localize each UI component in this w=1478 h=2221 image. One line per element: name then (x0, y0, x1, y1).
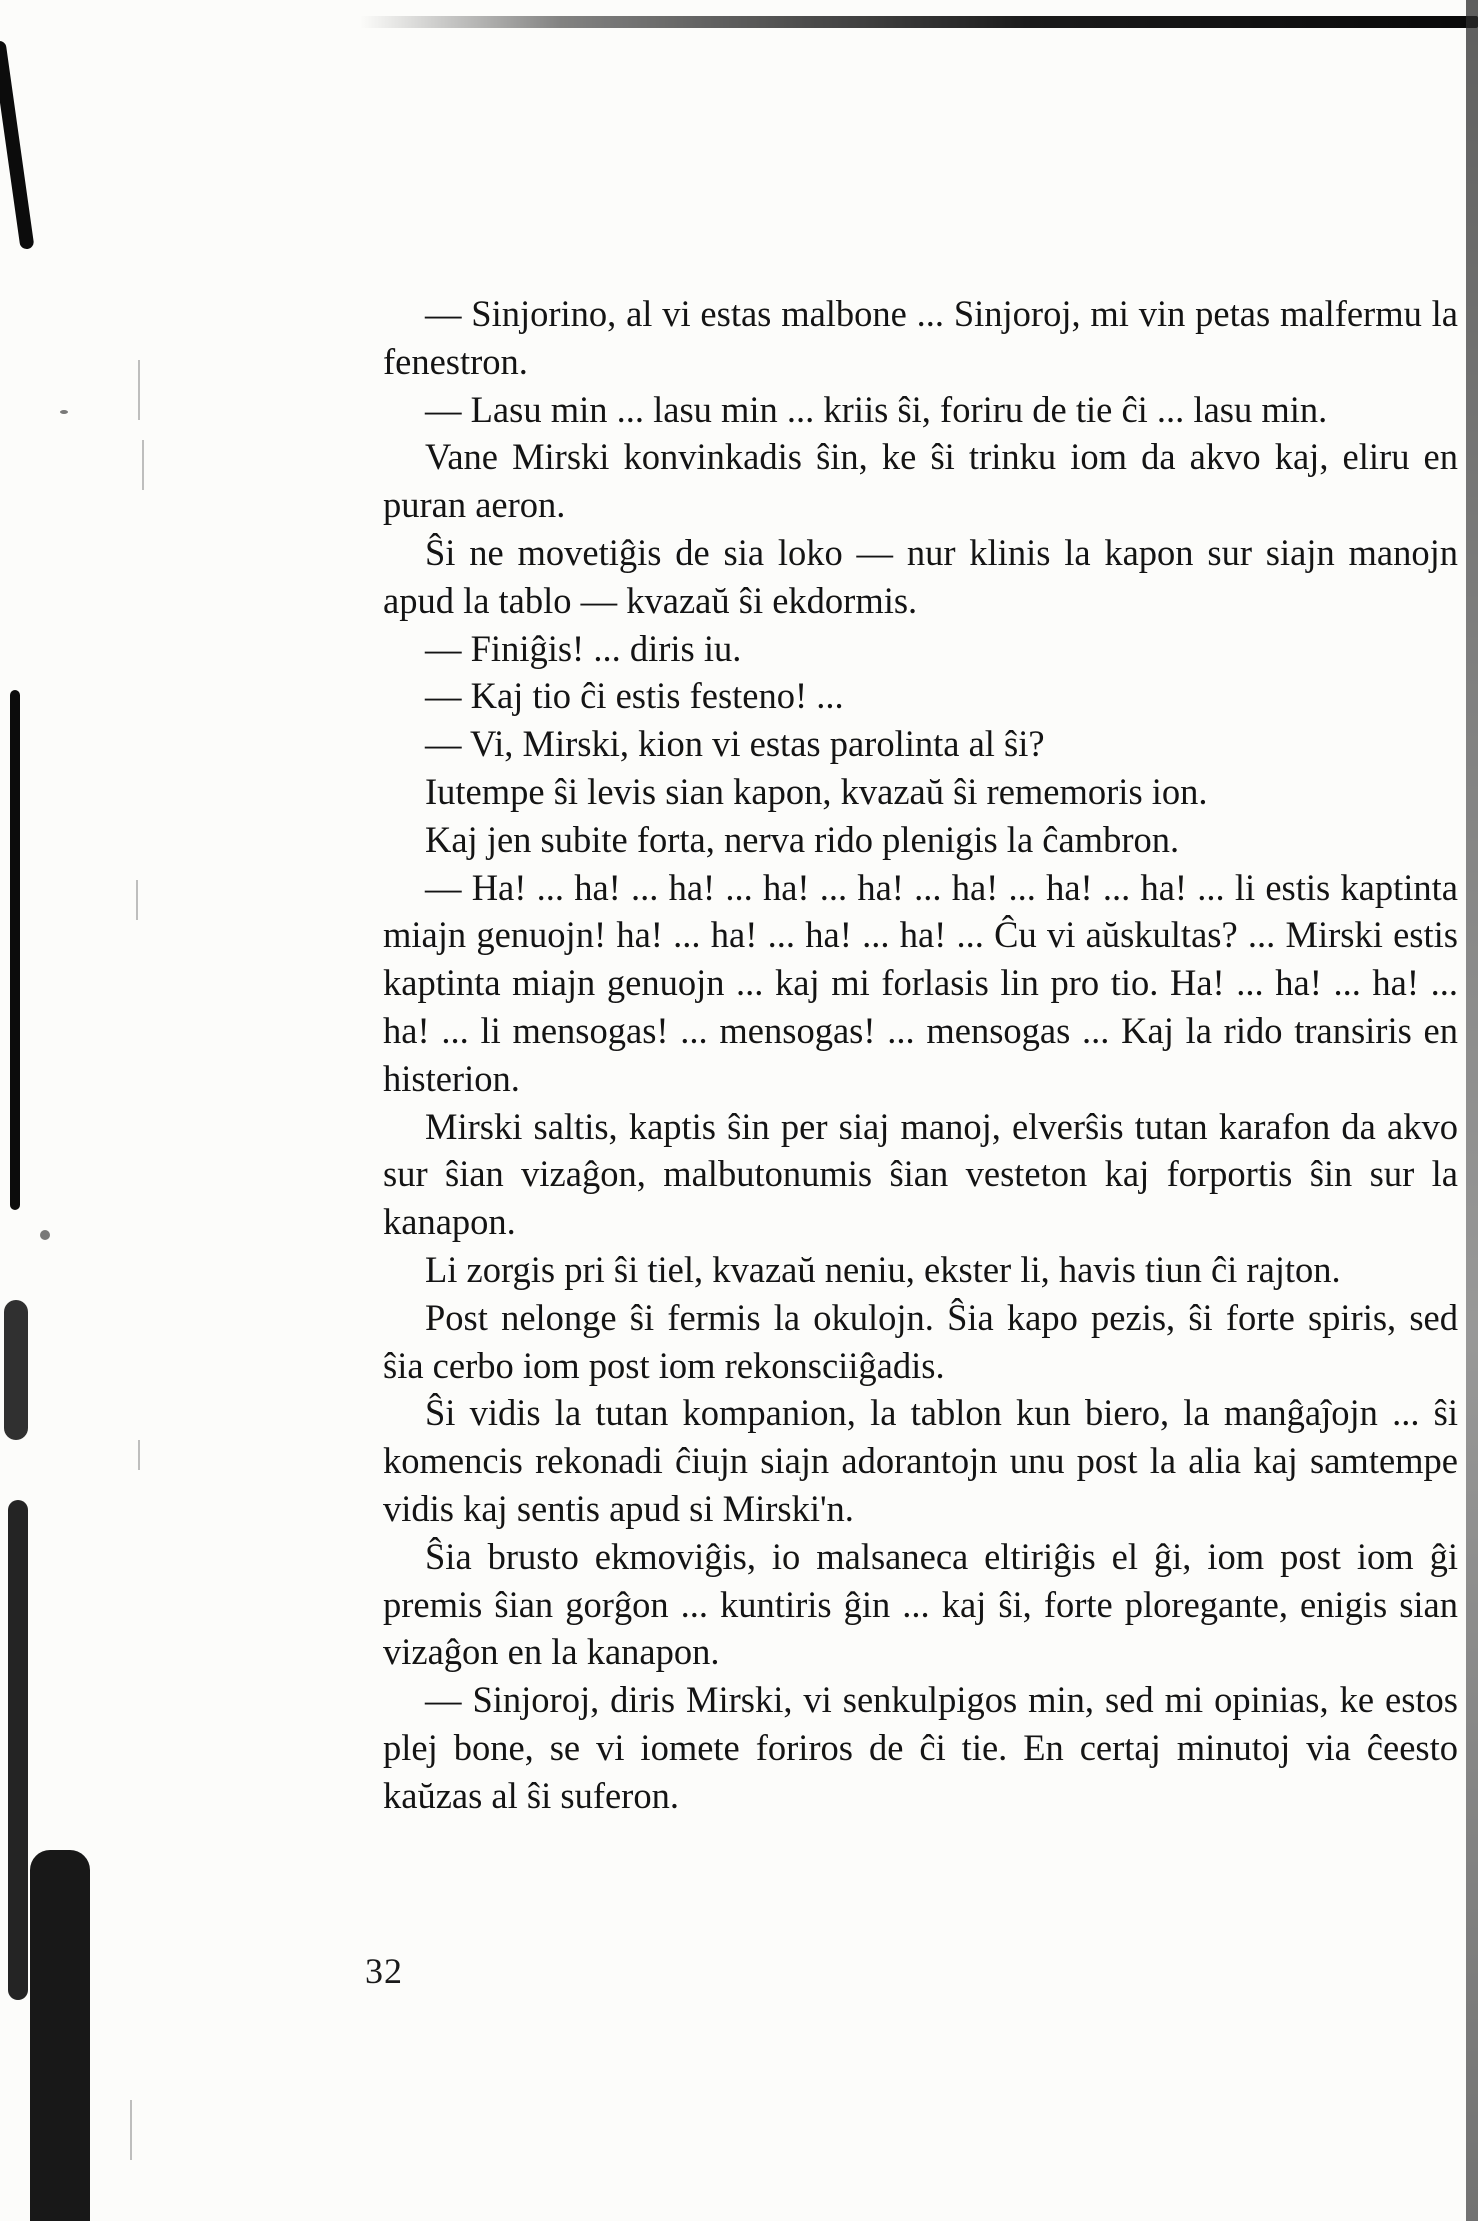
scan-top-edge (360, 16, 1478, 28)
scan-dash (142, 440, 144, 490)
paragraph: — Kaj tio ĉi estis festeno! ... (425, 675, 844, 717)
scan-dash (138, 1440, 140, 1470)
page-number: 32 (365, 1951, 403, 1991)
scan-speck (60, 410, 68, 414)
paragraph: Iutempe ŝi levis sian kapon, kvazaŭ ŝi rememoris ion. (425, 770, 1208, 812)
scan-spine-mark (8, 1500, 28, 2000)
paragraph: — Ha! ... ha! ... ha! ... ha! ... ha! ... ha! ... ha! ... ha! ... li estis kaptinta miajn genuojn! ha! ... ha! ... ha! ... ha! ... Ĉu vi aŭskultas? ... Mirski estis kaptinta miajn genuojn ... kaj mi forlasis lin pro tio. Ha! ... ha! ... ha! ... ha! ... li mensogas! ... mensogas! ... mensogas ... Kaj la rido transiris en histerion. (383, 866, 1458, 1099)
scan-spine-mark (4, 1300, 28, 1440)
paragraph: — Lasu min ... lasu min ... kriis ŝi, foriru de tie ĉi ... lasu min. (425, 388, 1328, 430)
scan-dash (136, 880, 138, 920)
scan-dash (138, 360, 140, 420)
paragraph: Vane Mirski konvinkadis ŝin, ke ŝi trinku iom da akvo kaj, eliru en puran aeron. (383, 436, 1458, 526)
paragraph: Li zorgis pri ŝi tiel, kvazaŭ neniu, ekster li, havis tiun ĉi rajton. (425, 1248, 1341, 1290)
body-text (383, 290, 1458, 1820)
scan-speck (40, 1230, 50, 1240)
paragraph: — Vi, Mirski, kion vi estas parolinta al ŝi? (425, 723, 1045, 765)
paragraph: Ŝi ne movetiĝis de sia loko — nur klinis la kapon sur siajn manojn apud la tablo — kvazaŭ ŝi ekdormis. (383, 531, 1458, 621)
paragraph: Ŝi vidis la tutan kompanion, la tablon kun biero, la manĝaĵojn ... ŝi komencis rekonadi ĉiujn siajn adorantojn unu post la alia kaj samtempe vidis kaj sentis apud si Mirski'n. (383, 1392, 1458, 1529)
paragraph: Ŝia brusto ekmoviĝis, io malsaneca eltiriĝis el ĝi, iom post iom ĝi premis ŝian gorĝon ... kuntiris ĝin ... kaj ŝi, forte ploregante, enigis sian vizaĝon en la kanapon. (383, 1535, 1458, 1673)
scan-dash (130, 2100, 132, 2160)
scan-spine-mark (30, 1850, 90, 2221)
scan-spine-mark (10, 690, 20, 1210)
scan-spine-mark (0, 40, 35, 250)
paragraph: Kaj jen subite forta, nerva rido plenigis la ĉambron. (425, 818, 1180, 860)
paragraph: Mirski saltis, kaptis ŝin per siaj manoj, elverŝis tutan karafon da akvo sur ŝian vizaĝon, malbutonumis ŝian vesteton kaj forportis ŝin sur la kanapon. (383, 1105, 1458, 1243)
paragraph: — Finiĝis! ... diris iu. (425, 627, 742, 669)
paragraph: — Sinjoroj, diris Mirski, vi senkulpigos min, sed mi opinias, ke estos plej bone, se vi iomete foriros de ĉi tie. En certaj minutoj via ĉeesto kaŭzas al ŝi suferon. (383, 1679, 1458, 1816)
scan-right-edge (1466, 0, 1478, 2221)
paragraph: — Sinjorino, al vi estas malbone ... Sinjoroj, mi vin petas malfermu la fenestron. (383, 293, 1458, 382)
paragraph: Post nelonge ŝi fermis la okulojn. Ŝia kapo pezis, ŝi forte spiris, sed ŝia cerbo iom post iom rekonsciiĝadis. (383, 1296, 1458, 1386)
